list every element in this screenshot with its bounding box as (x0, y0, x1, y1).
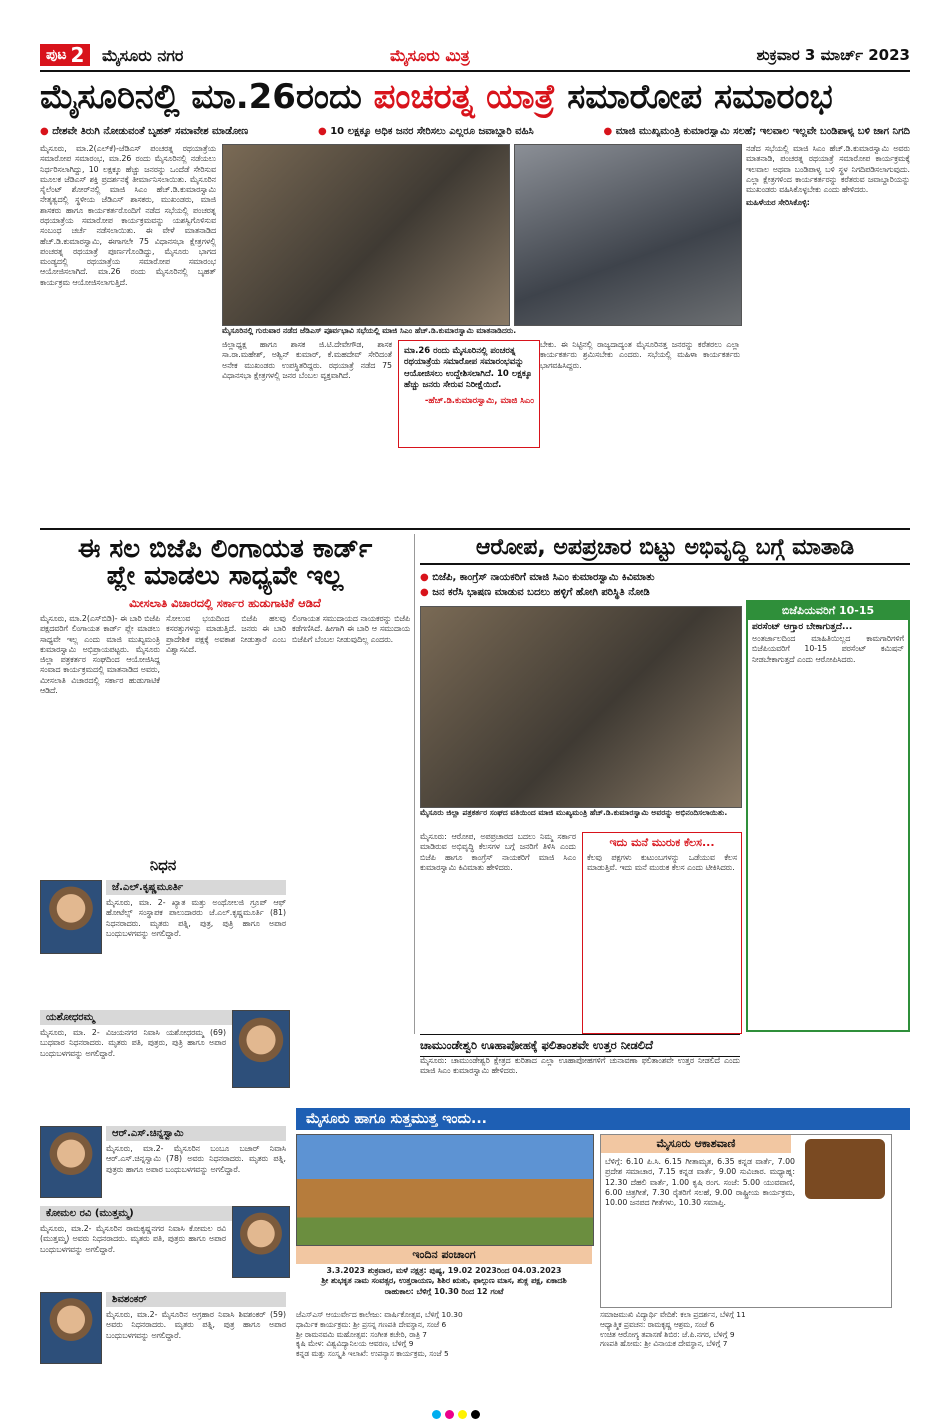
story3-sidebox-text: ಅಂತರ್ಜಾಲದಿಂದ ಮಾಹಿತಿಯಿಲ್ಲದ ಕಾಮಗಾರಿಗಳಿಗೆ ಬಿಜೆಪಿಯವರಿಗೆ 10-15 ಪರಸೆಂಟ್ ಕಮಿಷನ್ ನೀಡಬೇಕಾಗುತ್ತದೆ ಎಂದು ಆರೋಪಿಸಿದರು. (752, 634, 904, 664)
story3-bullets (420, 570, 910, 600)
story4-text: ಮೈಸೂರು: ಚಾಮುಂಡೇಶ್ವರಿ ಕ್ಷೇತ್ರದ ಕುರಿತಾದ ಎಲ್ಲಾ ಊಹಾಪೋಹಗಳಿಗೆ ಚುನಾವಣಾ ಫಲಿತಾಂಶವೇ ಉತ್ತರ ನೀಡಲಿದೆ ಎಂದು ಮಾಜಿ ಸಿಎಂ ಕುಮಾರಸ್ವಾಮಿ ಹೇಳಿದರು. (420, 1056, 740, 1076)
panchanga-line3: ರಾಹುಕಾಲ: ಬೆಳಿಗ್ಗೆ 10.30 ರಿಂದ 12 ಗಂಟೆ (384, 1286, 504, 1296)
top-story-headline (40, 77, 910, 117)
obituary-name-3: ಆರ್.ಎಸ್.ಚಿನ್ನಸ್ವಾಮಿ (106, 1126, 286, 1141)
obituary-text-5: ಮೈಸೂರು, ಮಾ.2- ಮೈಸೂರಿನ ಅಗ್ರಹಾರ ನಿವಾಸಿ ಶಿವಶಂಕರ್ (59) ಅವರು ನಿಧನರಾದರು. ಮೃತರು ಪತ್ನಿ, ಪುತ್ರ ಹಾಗೂ ಅಪಾರ ಬಂಧುಬಳಗವನ್ನು ಅಗಲಿದ್ದಾರೆ. (106, 1310, 286, 1340)
story3-sidebox-title: ಬಿಜೆಪಿಯವರಿಗೆ 10-15 (748, 602, 908, 620)
radio-box (600, 1134, 892, 1308)
vertical-divider (414, 534, 415, 1034)
story3-bullet-1: ● ಬಿಜೆಪಿ, ಕಾಂಗ್ರೆಸ್ ನಾಯಕರಿಗೆ ಮಾಜಿ ಸಿಎಂ ಕುಮಾರಸ್ವಾಮಿ ಕಿವಿಮಾತು (420, 572, 655, 583)
felicitation-photo (420, 606, 742, 808)
top-story-col2 (222, 340, 392, 524)
color-registration-marks (430, 1404, 482, 1423)
obituary-name-2: ಯಶೋಧರಮ್ಮ (40, 1010, 232, 1025)
obituary-photo-1 (40, 880, 102, 954)
top-story-col1 (40, 144, 216, 524)
story2-col2-text: ಸೋಲುವ ಭಯದಿಂದ ಬಿಜೆಪಿ ಹಲವು ಕಸರತ್ತುಗಳನ್ನು ಮಾಡುತ್ತಿದೆ. ಜನರು ಈ ಬಾರಿ ಪ್ರಾದೇಶಿಕ ಪಕ್ಷಕ್ಕೆ ಅವಕಾಶ ನೀಡುತ್ತಾರೆ ಎಂಬ ವಿಶ್ವಾಸವಿದೆ. (166, 614, 286, 654)
radio-text: ಬೆಳಿಗ್ಗೆ: 6.10 ಪಿ.ಸಿ. 6.15 ಗೀತಾಮೃತ, 6.35 ಕನ್ನಡ ವಾರ್ತೆ, 7.00 ಪ್ರದೇಶ ಸಮಾಚಾರ, 7.15 ಕನ್ನಡ ವಾರ್ತೆ, 9.00 ಸುವಿಚಾರ. ಮಧ್ಯಾಹ್ನ: 12.30 ದೆಹಲಿ ವಾರ್ತೆ, 1.00 ಕೃಷಿ ರಂಗ. ಸಂಜೆ: 5.00 ಯುವವಾಣಿ, 6.00 ಚಿತ್ರಗೀತೆ, 7.30 ರೈತರಿಗೆ ಸಲಹೆ, 9.00 ರಾಷ್ಟ್ರೀಯ ಕಾರ್ಯಕ್ರಮ, 10.00 ಜನಪದ ಗೀತೆಗಳು, 10.30 ಸಮಾಪ್ತಿ. (605, 1157, 795, 1208)
story3-bullet-2: ● ಜನ ಕರೆಸಿ ಭಾಷಣ ಮಾಡುವ ಬದಲು ಹಳ್ಳಿಗೆ ಹೋಗಿ ಪರಿಸ್ಥಿತಿ ನೋಡಿ (420, 587, 650, 598)
obituary-text-4: ಮೈಸೂರು, ಮಾ.2- ಮೈಸೂರಿನ ರಾಮಕೃಷ್ಣನಗರ ನಿವಾಸಿ ಕೋಮಲ ರವಿ (ಮುತ್ತಮ್ಮ) ಅವರು ನಿಧನರಾದರು. ಮೃತರು ಪತಿ, ಪುತ್ರರು ಹಾಗೂ ಅಪಾರ ಬಂಧುಬಳಗವನ್ನು ಅಗಲಿದ್ದಾರೆ. (40, 1224, 226, 1254)
section-title: ಮೈಸೂರು ನಗರ (102, 46, 184, 65)
event-left-4: ಕೃಷಿ ಮೇಳ: ವಿಶ್ವವಿದ್ಯಾನಿಲಯ ಆವರಣ, ಬೆಳಿಗ್ಗೆ 9 (296, 1339, 414, 1349)
bullet-2: ● 10 ಲಕ್ಷಕ್ಕೂ ಅಧಿಕ ಜನರ ಸೇರಿಸಲು ಎಲ್ಲರೂ ಜವಾಬ್ದಾರಿ ವಹಿಸಿ (317, 126, 534, 137)
events-right (600, 1310, 890, 1386)
story3-col1-text: ಮೈಸೂರು: ಆರೋಪ, ಅಪಪ್ರಚಾರದ ಬದಲು ನಿಮ್ಮ ಸರ್ಕಾರ ಮಾಡಿರುವ ಅಭಿವೃದ್ಧಿ ಕೆಲಸಗಳ ಬಗ್ಗೆ ಜನರಿಗೆ ತಿಳಿಸಿ ಎಂದು ಬಿಜೆಪಿ ಹಾಗೂ ಕಾಂಗ್ರೆಸ್ ನಾಯಕರಿಗೆ ಮಾಜಿ ಸಿಎಂ ಕುಮಾರಸ್ವಾಮಿ ಕಿವಿಮಾತು ಹೇಳಿದರು. (420, 832, 576, 872)
page-header (40, 44, 910, 70)
story3-box (582, 832, 742, 1034)
issue-date: ಶುಕ್ರವಾರ 3 ಮಾರ್ಚ್ 2023 (756, 46, 910, 64)
story2-headline-line1: ಈ ಸಲ ಬಿಜೆಪಿ ಲಿಂಗಾಯತ ಕಾರ್ಡ್ (77, 534, 373, 564)
header-rule (40, 70, 910, 72)
paper-name: ಮೈಸೂರು ಮಿತ್ರ (390, 46, 470, 65)
story3-box-title: ಇದು ಮನೆ ಮುರುಕ ಕೆಲಸ... (609, 836, 715, 849)
panchanga-line1: 3.3.2023 ಶುಕ್ರವಾರ, ಮಳೆ ನಕ್ಷತ್ರ: ಪುಷ್ಯ, 19.02 2023ರಿಂದ 04.03.2023 (326, 1266, 562, 1275)
story3-col1 (420, 832, 576, 1032)
story3-photo-caption: ಮೈಸೂರು ಜಿಲ್ಲಾ ಪತ್ರಕರ್ತರ ಸಂಘದ ವತಿಯಿಂದ ಮಾಜಿ ಮುಖ್ಯಮಂತ್ರಿ ಹೆಚ್.ಡಿ.ಕುಮಾರಸ್ವಾಮಿ ಅವರನ್ನು ಅಭಿನಂದಿಸಲಾಯಿತು. (420, 808, 728, 817)
event-right-3: ಉಚಿತ ಆರೋಗ್ಯ ತಪಾಸಣೆ ಶಿಬಿರ: ಜೆ.ಪಿ.ನಗರ, ಬೆಳಿಗ್ಗೆ 9 (600, 1329, 735, 1339)
obituary-photo-5 (40, 1292, 102, 1364)
event-left-5: ಕನ್ನಡ ಮತ್ತು ಸಂಸ್ಕೃತಿ ಇಲಾಖೆ: ಉಪನ್ಯಾಸ ಕಾರ್ಯಕ್ರಮ, ಸಂಜೆ 5 (296, 1349, 449, 1359)
panchanga-line2: ಶ್ರೀ ಶುಭಕೃತ ನಾಮ ಸಂವತ್ಸರ, ಉತ್ತರಾಯಣ, ಶಿಶಿರ ಋತು, ಫಾಲ್ಗುಣ ಮಾಸ, ಶುಕ್ಲ ಪಕ್ಷ, ಏಕಾದಶಿ (321, 1276, 567, 1286)
obituary-photo-3 (40, 1126, 102, 1198)
event-left-3: ಶ್ರೀ ರಾಮನವಮಿ ಮಹೋತ್ಸವ: ಸಂಗೀತ ಕಚೇರಿ, ರಾತ್ರಿ 7 (296, 1329, 428, 1339)
bullet-1: ● ದೇಶವೇ ತಿರುಗಿ ನೋಡುವಂತೆ ಬೃಹತ್ ಸಮಾವೇಶ ಮಾಡೋಣ (40, 126, 249, 137)
story2-col2 (166, 614, 286, 850)
top-story-col3-text: ಬೇಕು. ಈ ನಿಟ್ಟಿನಲ್ಲಿ ರಾಜ್ಯದಾದ್ಯಂತ ಮೈಸೂರಿನತ್ತ ಜನರನ್ನು ಕರೆತರಲು ಎಲ್ಲಾ ಕಾರ್ಯಕರ್ತರು ಶ್ರಮಿಸಬೇಕು ಎಂದರು. ಸಭೆಯಲ್ಲಿ ಮಹಿಳಾ ಕಾರ್ಯಕರ್ತರು ಭಾಗವಹಿಸಿದ್ದರು. (540, 340, 740, 370)
event-right-4: ಗಣಪತಿ ಹೋಮ: ಶ್ರೀ ವಿನಾಯಕ ದೇವಸ್ಥಾನ, ಬೆಳಿಗ್ಗೆ 7 (600, 1339, 728, 1349)
event-left-1: ಜೆಎಸ್‌ಎಸ್ ಆಯುರ್ವೇದ ಕಾಲೇಜು: ವಾರ್ಷಿಕೋತ್ಸವ, ಬೆಳಿಗ್ಗೆ 10.30 (296, 1310, 463, 1319)
story3-sidebox (746, 600, 910, 1032)
divider-1 (40, 528, 910, 530)
headline-part1: ಮೈಸೂರಿನಲ್ಲಿ ಮಾ.26ರಂದು (40, 77, 362, 117)
event-left-2: ಧಾರ್ಮಿಕ ಕಾರ್ಯಕ್ರಮ: ಶ್ರೀ ಪ್ರಸನ್ನ ಗಣಪತಿ ದೇವಸ್ಥಾನ, ಸಂಜೆ 6 (296, 1319, 447, 1329)
headline-part3: ಸಮಾರೋಪ ಸಮಾರಂಭ (567, 77, 833, 117)
obituary-name-4: ಕೋಮಲ ರವಿ (ಮುತ್ತಮ್ಮ) (40, 1206, 232, 1221)
obituary-name-5: ಶಿವಶಂಕರ್ (106, 1292, 286, 1307)
obituary-text-2: ಮೈಸೂರು, ಮಾ. 2- ವಿಜಯನಗರ ನಿವಾಸಿ ಯಶೋಧರಮ್ಮ (69) ಬುಧವಾರ ನಿಧನರಾದರು. ಮೃತರು ಪತಿ, ಪುತ್ರರು, ಪುತ್ರಿ ಹಾಗೂ ಅಪಾರ ಬಂಧುಬಳಗವನ್ನು ಅಗಲಿದ್ದಾರೆ. (40, 1028, 226, 1058)
story4-headline: ಚಾಮುಂಡೇಶ್ವರಿ ಊಹಾಪೋಹಕ್ಕೆ ಫಲಿತಾಂಶವೇ ಉತ್ತರ ನೀಡಲಿದೆ (420, 1034, 740, 1057)
story2-headline (40, 536, 410, 591)
panchanga-title: ಇಂದಿನ ಪಂಚಾಂಗ (296, 1246, 592, 1264)
story2-headline-line2: ಪ್ಲೇ ಮಾಡಲು ಸಾಧ್ಯವೇ ಇಲ್ಲ (106, 561, 344, 592)
panchanga-text (296, 1266, 592, 1306)
palace-photo (296, 1134, 594, 1246)
story2-col1 (40, 614, 160, 850)
top-photo-caption: ಮೈಸೂರಿನಲ್ಲಿ ಗುರುವಾರ ನಡೆದ ಜೆಡಿಎಸ್ ಪೂರ್ವಭಾವಿ ಸಭೆಯಲ್ಲಿ ಮಾಜಿ ಸಿಎಂ ಹೆಚ್.ಡಿ.ಕುಮಾರಸ್ವಾಮಿ ಮಾತನಾಡಿದರು. (222, 326, 517, 335)
story2-col3-text: ಲಿಂಗಾಯತ ಸಮುದಾಯದ ನಾಯಕರನ್ನು ಬಿಜೆಪಿ ಕಡೆಗಣಿಸಿದೆ. ಹೀಗಾಗಿ ಈ ಬಾರಿ ಆ ಸಮುದಾಯ ಬಿಜೆಪಿಗೆ ಬೆಂಬಲ ನೀಡುವುದಿಲ್ಲ ಎಂದರು. (292, 614, 410, 644)
story2-col1-text: ಮೈಸೂರು, ಮಾ.2(ಎಸ್‌ಬಿಡಿ)- ಈ ಬಾರಿ ಬಿಜೆಪಿ ಪಕ್ಷದವರಿಗೆ ಲಿಂಗಾಯತ ಕಾರ್ಡ್ ಪ್ಲೇ ಮಾಡಲು ಸಾಧ್ಯವೇ ಇಲ್ಲ ಎಂದು ಮಾಜಿ ಮುಖ್ಯಮಂತ್ರಿ ಕುಮಾರಸ್ವಾಮಿ ಅಭಿಪ್ರಾಯಪಟ್ಟರು. ಮೈಸೂರು ಜಿಲ್ಲಾ ಪತ್ರಕರ್ತರ ಸಂಘದಿಂದ ಆಯೋಜಿಸಿದ್ದ ಸಂವಾದ ಕಾರ್ಯಕ್ರಮದಲ್ಲಿ ಮಾತನಾಡಿದ ಅವರು, ಮೀಸಲಾತಿ ವಿಚಾರದಲ್ಲಿ ಸರ್ಕಾರ ಹುಡುಗಾಟಿಕೆ ಆಡಿದೆ. (40, 614, 160, 695)
event-right-1: ಸಮಾಜಮುಖಿ ವಿದ್ಯಾರ್ಥಿ ವೇದಿಕೆ: ಕಲಾ ಪ್ರದರ್ಶನ, ಬೆಳಿಗ್ಗೆ 11 (600, 1310, 746, 1319)
page-number: 2 (70, 43, 85, 67)
top-story-col4 (746, 144, 910, 524)
today-banner: ಮೈಸೂರು ಹಾಗೂ ಸುತ್ತಮುತ್ತ ಇಂದು... (296, 1108, 910, 1130)
obituary-text-1: ಮೈಸೂರು, ಮಾ. 2- ಖ್ಯಾತ ಮತ್ತು ಅಂಥೋಲಜಿ ಗ್ರೂಪ್ ಆಫ್ ಹೋಟೆಲ್ಸ್ ಸಂಸ್ಥಾಪಕ ಪಾಲುದಾರರು ಜೆ.ಎಲ್.ಕೃಷ್ಣಮೂರ್ತಿ (81) ನಿಧನರಾದರು. ಮೃತರು ಪತ್ನಿ, ಪುತ್ರ, ಪುತ್ರಿ ಹಾಗೂ ಅಪಾರ ಬಂಧುಬಳಗವನ್ನು ಅಗಲಿದ್ದಾರೆ. (106, 898, 286, 938)
audience-photo (514, 144, 742, 326)
pull-quote-author: -ಹೆಚ್.ಡಿ.ಕುಮಾರಸ್ವಾಮಿ, ಮಾಜಿ ಸಿಎಂ (424, 395, 534, 406)
events-left (296, 1310, 592, 1386)
top-story-col4-text: ನಡೆದ ಸಭೆಯಲ್ಲಿ ಮಾಜಿ ಸಿಎಂ ಹೆಚ್.ಡಿ.ಕುಮಾರಸ್ವಾಮಿ ಅವರು ಮಾತನಾಡಿ, ಪಂಚರತ್ನ ರಥಯಾತ್ರೆ ಸಮಾರೋಪ ಕಾರ್ಯಕ್ರಮಕ್ಕೆ ಇಲವಾಲ ಅಥವಾ ಬಂಡಿಪಾಳ್ಯ ಬಳಿ ಸ್ಥಳ ನಿಗದಿಪಡಿಸಲಾಗುವುದು. ಎಲ್ಲಾ ಕ್ಷೇತ್ರಗಳಿಂದ ಕಾರ್ಯಕರ್ತರನ್ನು ಕರೆತರುವ ಜವಾಬ್ದಾರಿಯನ್ನು ಮುಖಂಡರು ವಹಿಸಿಕೊಳ್ಳಬೇಕು ಎಂದು ಹೇಳಿದರು. (746, 144, 910, 195)
meeting-photo (222, 144, 510, 326)
pull-quote (398, 340, 540, 448)
headline-part2: ಪಂಚರತ್ನ ಯಾತ್ರೆ (373, 77, 556, 117)
top-story-bullets (40, 126, 910, 137)
top-story-col2-text: ಜಿಲ್ಲಾಧ್ಯಕ್ಷ ಹಾಗೂ ಶಾಸಕ ಜಿ.ಟಿ.ದೇವೇಗೌಡ, ಶಾಸಕ ಸಾ.ರಾ.ಮಹೇಶ್, ಅಶ್ವಿನ್ ಕುಮಾರ್, ಕೆ.ಮಹದೇವ್ ಸೇರಿದಂತೆ ಅನೇಕ ಮುಖಂಡರು ಉಪಸ್ಥಿತರಿದ್ದರು. ರಥಯಾತ್ರೆ ನಡೆದ 75 ವಿಧಾನಸಭಾ ಕ್ಷೇತ್ರಗಳಲ್ಲಿ ಜನರ ಬೆಂಬಲ ವ್ಯಕ್ತವಾಗಿದೆ. (222, 340, 392, 380)
story3-headline: ಆರೋಪ, ಅಪಪ್ರಚಾರ ಬಿಟ್ಟು ಅಭಿವೃದ್ಧಿ ಬಗ್ಗೆ ಮಾತಾಡಿ (420, 536, 910, 565)
radio-title: ಮೈಸೂರು ಆಕಾಶವಾಣಿ (601, 1135, 791, 1153)
obituary-name-1: ಜೆ.ಎಲ್.ಕೃಷ್ಣಮೂರ್ತಿ (106, 880, 286, 895)
obituary-photo-4 (232, 1206, 290, 1278)
top-story-col4-subhead: ಮಹಿಳೆಯರ ಸೇರಿಸಿಕೊಳ್ಳಿ: (746, 198, 810, 208)
obituary-text-3: ಮೈಸೂರು, ಮಾ.2- ಮೈಸೂರಿನ ಬಂಬೂ ಬಜಾರ್ ನಿವಾಸಿ ಆರ್.ಎಸ್.ಚಿನ್ನಸ್ವಾಮಿ (78) ಅವರು ನಿಧನರಾದರು. ಮೃತರು ಪತ್ನಿ, ಪುತ್ರರು ಹಾಗೂ ಅಪಾರ ಬಂಧುಬಳಗವನ್ನು ಅಗಲಿದ್ದಾರೆ. (106, 1144, 286, 1174)
top-story-col1-text: ಮೈಸೂರು, ಮಾ.2(ಎಲ್‌ಕೆ)-ಜೆಡಿಎಸ್ ಪಂಚರತ್ನ ರಥಯಾತ್ರೆಯ ಸಮಾರೋಪ ಸಮಾರಂಭ, ಮಾ.26 ರಂದು ಮೈಸೂರಿನಲ್ಲಿ ನಡೆಯಲು ನಿರ್ಧರಿಸಲಾಗಿದ್ದು, 10 ಲಕ್ಷಕ್ಕೂ ಹೆಚ್ಚು ಜನರನ್ನು ಒಂದೆಡೆ ಸೇರಿಸುವ ಮೂಲಕ ಜೆಡಿಎಸ್ ಶಕ್ತಿ ಪ್ರದರ್ಶನಕ್ಕೆ ತೀರ್ಮಾನಿಸಲಾಯಿತು. ಮೈಸೂರಿನ ಸೈಲೆಂಟ್ ಶೋರ್‌ನಲ್ಲಿ ಮಾಜಿ ಸಿಎಂ ಹೆಚ್.ಡಿ.ಕುಮಾರಸ್ವಾಮಿ ನೇತೃತ್ವದಲ್ಲಿ ಸ್ಥಳೀಯ ಜೆಡಿಎಸ್ ಶಾಸಕರು, ಮುಖಂಡರು, ಮಾಜಿ ಶಾಸಕರು ಹಾಗೂ ಕಾರ್ಯಕರ್ತರೊಂದಿಗೆ ನಡೆದ ಸಭೆಯಲ್ಲಿ ಪಂಚರತ್ನ ರಥಯಾತ್ರೆಯ ಸಮಾರೋಪ ಕಾರ್ಯಕ್ರಮವನ್ನು ಯಶಸ್ವಿಗೊಳಿಸುವ ಸಂಬಂಧ ಚರ್ಚೆ ನಡೆಸಲಾಯಿತು. ಈ ವೇಳೆ ಮಾತನಾಡಿದ ಹೆಚ್.ಡಿ.ಕುಮಾರಸ್ವಾಮಿ, ಈಗಾಗಲೇ 75 ವಿಧಾನಸಭಾ ಕ್ಷೇತ್ರಗಳಲ್ಲಿ ಪಂಚರತ್ನ ರಥಯಾತ್ರೆ ಪೂರ್ಣಗೊಂಡಿದ್ದು, ಮೈಸೂರು ಭಾಗದ ಮಂಡ್ಯದಲ್ಲಿ ರಥಯಾತ್ರೆಯ ಸಮಾರೋಪ ಸಮಾರಂಭ ಆಯೋಜಿಸಲಾಗಿದೆ. ಮಾ.26 ರಂದು ಮೈಸೂರಿನಲ್ಲಿ ಬೃಹತ್ ಕಾರ್ಯಕ್ರಮ ಆಯೋಜಿಸಲಾಗುತ್ತಿದೆ. (40, 144, 216, 287)
event-right-2: ಆಧ್ಯಾತ್ಮಿಕ ಪ್ರವಚನ: ರಾಮಕೃಷ್ಣ ಆಶ್ರಮ, ಸಂಜೆ 6 (600, 1319, 715, 1329)
obituary-photo-2 (232, 1010, 290, 1088)
pull-quote-text: ಮಾ.26 ರಂದು ಮೈಸೂರಿನಲ್ಲಿ ಪಂಚರತ್ನ ರಥಯಾತ್ರೆಯ ಸಮಾರೋಪ ಸಮಾರಂಭವನ್ನು ಆಯೋಜಿಸಲು ಉದ್ದೇಶಿಸಲಾಗಿದೆ. 10 ಲಕ್ಷಕ್ಕೂ ಹೆಚ್ಚು ಜನರು ಸೇರುವ ನಿರೀಕ್ಷೆಯಿದೆ. (404, 346, 532, 391)
page-number-badge (40, 44, 90, 66)
top-story-col3 (540, 340, 740, 524)
radio-icon (805, 1139, 885, 1199)
bullet-3: ● ಮಾಜಿ ಮುಖ್ಯಮಂತ್ರಿ ಕುಮಾರಸ್ವಾಮಿ ಸಲಹೆ; ಇಲವಾಲ ಇಲ್ಲವೇ ಬಂಡಿಪಾಳ್ಯ ಬಳಿ ಜಾಗ ನಿಗದಿ (603, 126, 910, 137)
story3-box-text: ಕೆಲವು ಪಕ್ಷಗಳು ಕುಟುಂಬಗಳನ್ನು ಒಡೆಯುವ ಕೆಲಸ ಮಾಡುತ್ತಿವೆ. ಇದು ಮನೆ ಮುರುಕ ಕೆಲಸ ಎಂದು ಟೀಕಿಸಿದರು. (587, 853, 737, 873)
story2-col3 (292, 614, 410, 1004)
page-label: ಪುಟ (46, 47, 67, 63)
story2-subhead: ಮೀಸಲಾತಿ ವಿಚಾರದಲ್ಲಿ ಸರ್ಕಾರ ಹುಡುಗಾಟಿಕೆ ಆಡಿದೆ (129, 596, 321, 610)
story3-sidebox-sub: ಪರಸೆಂಟ್ ಆಗ್ತಾರ ಬೇಕಾಗುತ್ತದೆ... (752, 622, 853, 632)
obituary-heading: ನಿಧನ (149, 856, 177, 874)
